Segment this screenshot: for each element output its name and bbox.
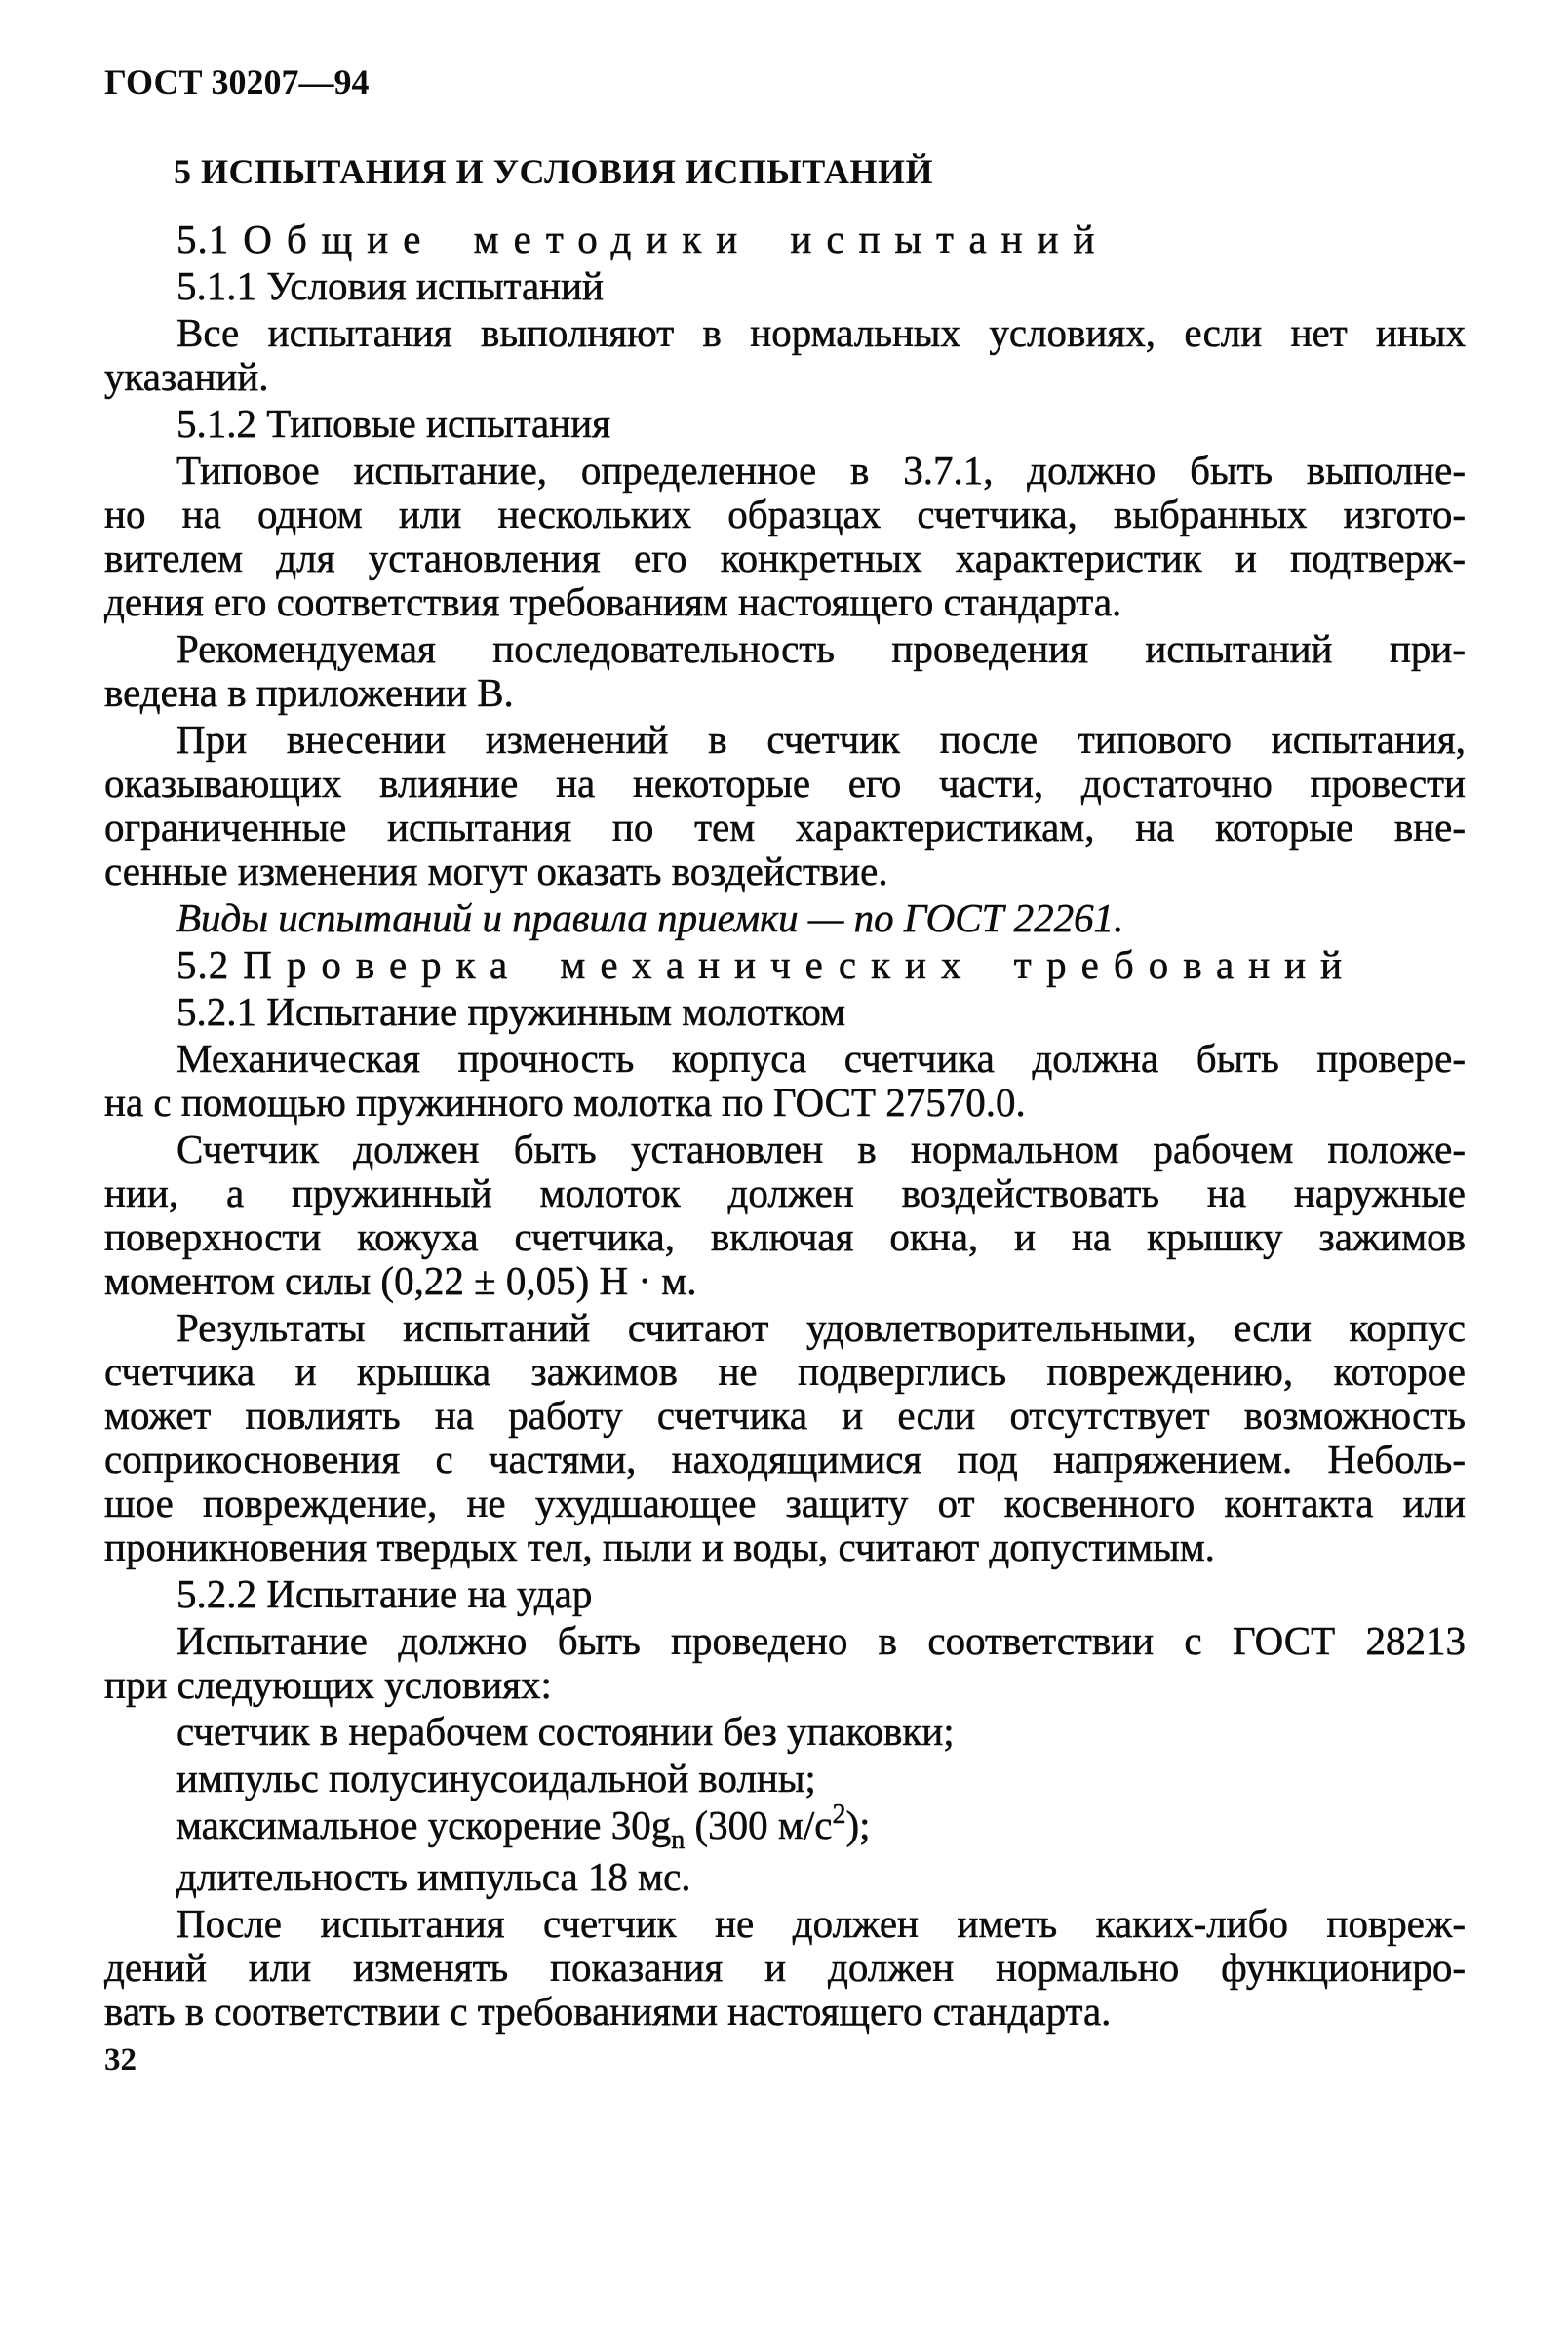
paragraph-line: на с помощью пружинного молотка по ГОСТ 27570.0. — [104, 1080, 1026, 1125]
subsection-heading-5-1 — [104, 218, 1466, 261]
paragraph-line: ведена в приложении В. — [104, 670, 514, 715]
page-number: 32 — [104, 2042, 137, 2078]
superscript: 2 — [832, 1800, 846, 1830]
condition-text: (300 м/с — [685, 1802, 833, 1847]
paragraph-line: вать в соответствии с требованиями настоящего стандарта. — [104, 1989, 1112, 2034]
paragraph-line: Механическая прочность корпуса счетчика должна быть провере- — [176, 1036, 1466, 1081]
paragraph — [104, 627, 1466, 715]
paragraph — [104, 1037, 1466, 1125]
paragraph-line: После испытания счетчик не должен иметь каких-либо повреж- — [176, 1901, 1466, 1946]
condition-item: счетчик в нерабочем состоянии без упаковки; — [176, 1709, 955, 1754]
subscript: n — [671, 1825, 686, 1855]
paragraph-line: дения его соответствия требованиям настоящего стандарта. — [104, 579, 1122, 624]
condition-item: длительность импульса 18 мс. — [176, 1854, 691, 1899]
paragraph — [104, 449, 1466, 624]
condition-text: ); — [845, 1802, 871, 1847]
paragraph-line: при следующих условиях: — [104, 1662, 552, 1707]
clause-heading-5-2-1: 5.2.1 Испытание пружинным молотком — [176, 989, 845, 1034]
paragraph-line: но на одном или нескольких образцах счетчика, выбранных изгото- — [104, 492, 1466, 536]
paragraph-line: может повлиять на работу счетчика и если отсутствует возможность — [104, 1393, 1466, 1438]
clause-heading-5-2-2: 5.2.2 Испытание на удар — [176, 1571, 593, 1616]
clause-heading-5-1-2: 5.1.2 Типовые испытания — [176, 401, 610, 446]
paragraph-line: оказывающих влияние на некоторые его части, достаточно провести — [104, 761, 1466, 806]
paragraph-line: Результаты испытаний считают удовлетворительными, если корпус — [176, 1305, 1466, 1350]
subsection-number: 5.1 — [176, 217, 230, 261]
paragraph-line: соприкосновения с частями, находящимися под напряжением. Неболь- — [104, 1437, 1466, 1482]
paragraph — [104, 1128, 1466, 1303]
paragraph-line: Все испытания выполняют в нормальных условиях, если нет иных — [176, 310, 1466, 355]
condition-item — [104, 1800, 1466, 1855]
document-body — [104, 218, 1466, 2034]
paragraph — [104, 1902, 1466, 2034]
paragraph — [104, 311, 1466, 399]
paragraph-line: указаний. — [104, 354, 269, 399]
section-title: 5 ИСПЫТАНИЯ И УСЛОВИЯ ИСПЫТАНИЙ — [174, 152, 934, 191]
paragraph — [104, 1306, 1466, 1569]
condition-text: максимальное ускорение 30g — [176, 1802, 672, 1847]
paragraph-line: моментом силы (0,22 ± 0,05) Н · м. — [104, 1258, 697, 1303]
paragraph-line: шое повреждение, не ухудшающее защиту от косвенного контакта или — [104, 1481, 1466, 1525]
paragraph-line: При внесении изменений в счетчик после типового испытания, — [176, 717, 1466, 762]
normative-reference-note: Виды испытаний и правила приемки — по ГОСТ 22261. — [176, 895, 1124, 940]
paragraph-line: поверхности кожуха счетчика, включая окна, и на крышку зажимов — [104, 1214, 1466, 1259]
paragraph-line: вителем для установления его конкретных характеристик и подтверж- — [104, 535, 1466, 580]
paragraph-line: сенные изменения могут оказать воздействие. — [104, 849, 888, 893]
condition-item: импульс полусинусоидальной волны; — [176, 1756, 816, 1801]
paragraph — [104, 718, 1466, 893]
paragraph-line: проникновения твердых тел, пыли и воды, считают допустимым. — [104, 1524, 1215, 1569]
paragraph-line: Типовое испытание, определенное в 3.7.1, должно быть выполне- — [176, 448, 1466, 493]
paragraph-line: Рекомендуемая последовательность проведения испытаний при- — [176, 626, 1466, 671]
paragraph — [104, 1619, 1466, 1707]
subsection-title: Общие методики испытаний — [243, 217, 1110, 261]
paragraph-line: нии, а пружинный молоток должен воздействовать на наружные — [104, 1170, 1466, 1215]
clause-heading-5-1-1: 5.1.1 Условия испытаний — [176, 263, 604, 308]
paragraph-line: счетчика и крышка зажимов не подверглись повреждению, которое — [104, 1349, 1466, 1394]
subsection-title: Проверка механических требований — [243, 942, 1357, 987]
paragraph-line: ограниченные испытания по тем характеристикам, на которые вне- — [104, 805, 1466, 850]
subsection-heading-5-2 — [104, 943, 1466, 987]
document-code-header: ГОСТ 30207—94 — [104, 62, 370, 101]
paragraph-line: Испытание должно быть проведено в соответствии с ГОСТ 28213 — [176, 1618, 1466, 1663]
subsection-number: 5.2 — [176, 942, 230, 987]
paragraph-line: Счетчик должен быть установлен в нормальном рабочем положе- — [176, 1127, 1466, 1171]
paragraph-line: дений или изменять показания и должен нормально функциониро- — [104, 1945, 1466, 1990]
